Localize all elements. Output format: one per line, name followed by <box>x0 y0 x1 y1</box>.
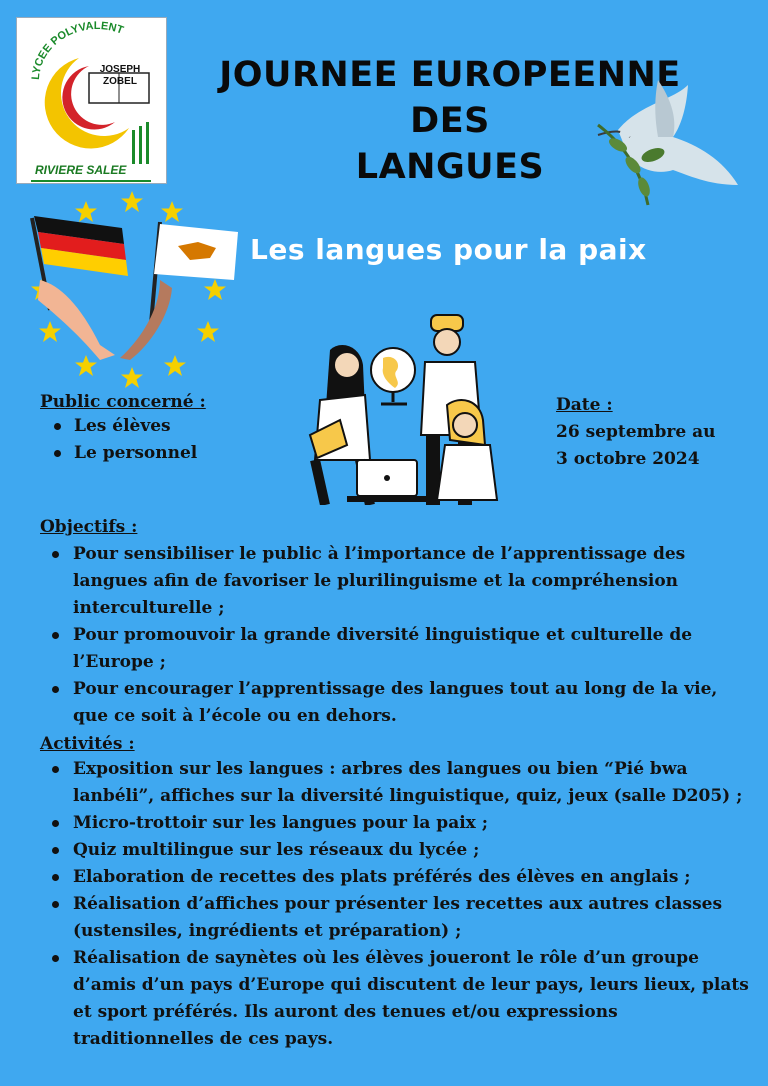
list-item <box>40 676 755 730</box>
logo-name-line1: JOSEPH <box>99 64 141 75</box>
bullet-icon <box>54 450 61 457</box>
bullet-icon <box>52 901 59 908</box>
title-line-2: LANGUES <box>355 147 545 187</box>
public-item: Les élèves <box>74 416 171 436</box>
bullet-icon <box>52 820 59 827</box>
bullet-icon <box>52 686 59 693</box>
activite-item: Réalisation d’affiches pour présenter les recettes aux autres classes (ustensiles, ingrédients et préparation) ; <box>73 894 723 941</box>
objectif-item: Pour encourager l’apprentissage des langues tout au long de la vie, que ce soit à l’école ou en dehors. <box>73 679 718 726</box>
list-item <box>40 756 755 810</box>
bullet-icon <box>52 632 59 639</box>
list-item <box>40 810 755 837</box>
objectif-item: Pour promouvoir la grande diversité linguistique et culturelle de l’Europe ; <box>73 625 693 672</box>
title-line-1: JOURNEE EUROPEENNE DES <box>219 55 681 141</box>
objectifs-list <box>40 541 755 730</box>
date-heading: Date : <box>556 395 613 415</box>
public-list <box>52 413 197 467</box>
activites-list <box>40 756 755 1053</box>
activite-item: Exposition sur les langues : arbres des langues ou bien “Pié bwa lanbéli”, affiches sur la diversité linguistique, quiz, jeux (salle D205) ; <box>73 759 743 806</box>
list-item <box>40 864 755 891</box>
list-item <box>40 541 755 622</box>
list-item <box>40 837 755 864</box>
bullet-icon <box>52 766 59 773</box>
logo-name-line2: ZOBEL <box>103 76 137 87</box>
date-line-1: 26 septembre au <box>556 422 716 442</box>
objectif-item: Pour sensibiliser le public à l’importance de l’apprentissage des langues afin de favoriser le plurilinguisme et la compréhension interculturelle ; <box>73 544 686 618</box>
list-item <box>52 440 197 467</box>
activite-item: Micro-trottoir sur les langues pour la paix ; <box>73 813 488 833</box>
logo-emblem-icon <box>17 18 168 185</box>
list-item <box>40 622 755 676</box>
list-item <box>40 891 755 945</box>
objectifs-heading: Objectifs : <box>40 517 138 537</box>
list-item <box>52 413 197 440</box>
bullet-icon <box>52 847 59 854</box>
eu-flags-illustration-icon <box>20 180 245 395</box>
logo-arc-text: LYCEE POLYVALENT <box>29 20 126 81</box>
bullet-icon <box>54 423 61 430</box>
logo-school-name <box>87 64 153 88</box>
people-globe-illustration-icon <box>285 310 525 505</box>
list-item <box>40 945 755 1053</box>
activite-item: Elaboration de recettes des plats préférés des élèves en anglais ; <box>73 867 691 887</box>
date-line-2: 3 octobre 2024 <box>556 449 700 469</box>
public-item: Le personnel <box>74 443 198 463</box>
public-heading: Public concerné : <box>40 392 206 412</box>
bullet-icon <box>52 874 59 881</box>
bullet-icon <box>52 955 59 962</box>
school-logo <box>16 17 167 184</box>
subtitle: Les langues pour la paix <box>250 233 647 266</box>
activite-item: Quiz multilingue sur les réseaux du lycée ; <box>73 840 480 860</box>
activite-item: Réalisation de saynètes où les élèves joueront le rôle d’un groupe d’amis d’un pays d’Europe qui discutent de leur pays, leurs lieux, plats et sport préférés. Ils auront des tenues et/ou expressions traditionnelles de ces pays. <box>73 948 749 1049</box>
bullet-icon <box>52 551 59 558</box>
dove-icon <box>578 75 743 215</box>
logo-city: RIVIERE SALEE <box>35 163 127 177</box>
activites-heading: Activités : <box>40 734 135 754</box>
